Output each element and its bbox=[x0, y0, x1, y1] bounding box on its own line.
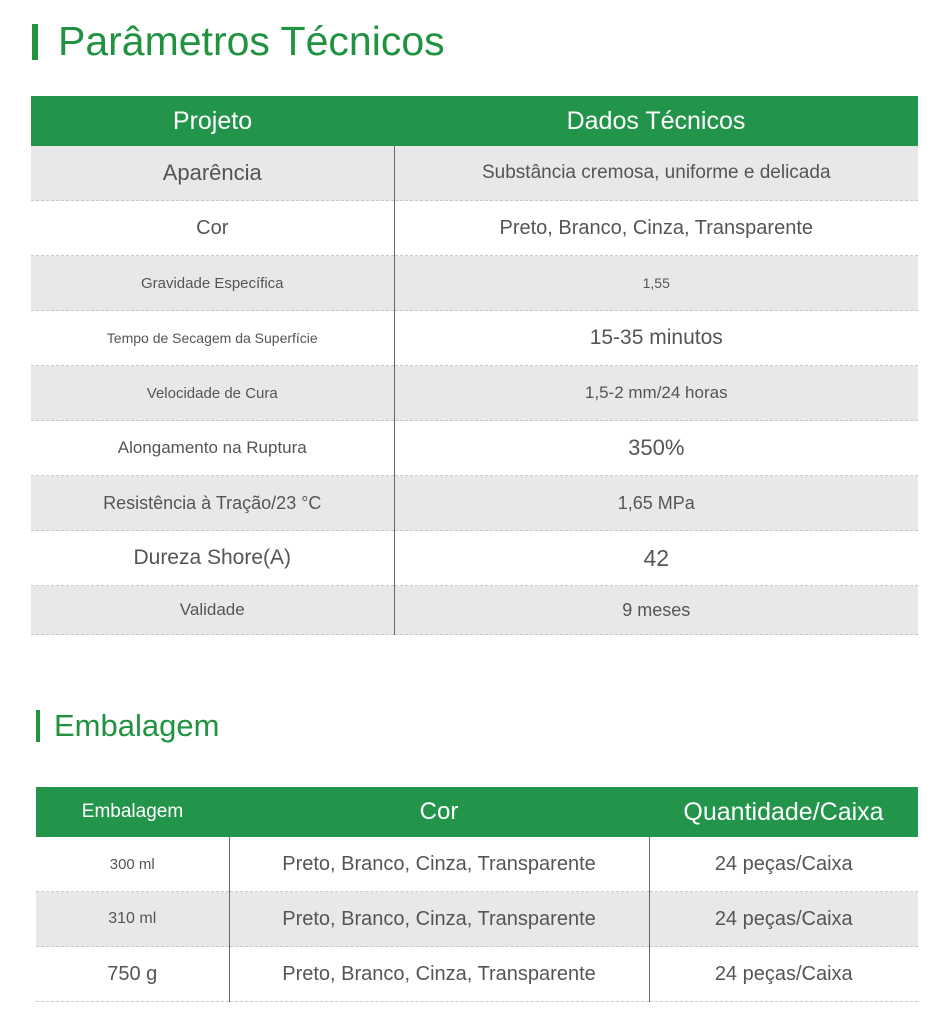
size-cell: 750 g bbox=[36, 947, 229, 1002]
packaging-title-text: Embalagem bbox=[54, 708, 220, 743]
param-cell: Tempo de Secagem da Superfície bbox=[31, 311, 394, 366]
value-cell: 9 meses bbox=[394, 586, 918, 635]
table-row bbox=[36, 892, 918, 947]
technical-parameters-table bbox=[31, 96, 918, 635]
table-row bbox=[31, 586, 918, 635]
table-row bbox=[31, 421, 918, 476]
param-cell: Resistência à Tração/23 °C bbox=[31, 476, 394, 531]
title-accent-bar bbox=[36, 710, 40, 742]
value-cell: 350% bbox=[394, 421, 918, 476]
table-row bbox=[36, 947, 918, 1002]
value-cell: Preto, Branco, Cinza, Transparente bbox=[394, 201, 918, 256]
param-cell: Cor bbox=[31, 201, 394, 256]
table-row bbox=[36, 837, 918, 892]
table-row bbox=[31, 256, 918, 311]
value-cell: Substância cremosa, uniforme e delicada bbox=[394, 146, 918, 201]
qty-cell: 24 peças/Caixa bbox=[649, 837, 918, 892]
value-cell: 1,55 bbox=[394, 256, 918, 311]
header-technical-data: Dados Técnicos bbox=[394, 96, 918, 146]
value-cell: 42 bbox=[394, 531, 918, 586]
table-row bbox=[31, 366, 918, 421]
section-title bbox=[32, 18, 445, 65]
color-cell: Preto, Branco, Cinza, Transparente bbox=[229, 947, 649, 1002]
table-header-row bbox=[36, 787, 918, 837]
section-title-text: Parâmetros Técnicos bbox=[58, 18, 445, 64]
param-cell: Validade bbox=[31, 586, 394, 635]
color-cell: Preto, Branco, Cinza, Transparente bbox=[229, 892, 649, 947]
size-cell: 300 ml bbox=[36, 837, 229, 892]
header-packaging: Embalagem bbox=[36, 787, 229, 837]
table-row bbox=[31, 146, 918, 201]
table-row bbox=[31, 201, 918, 256]
param-cell: Dureza Shore(A) bbox=[31, 531, 394, 586]
value-cell: 1,5-2 mm/24 horas bbox=[394, 366, 918, 421]
param-cell: Aparência bbox=[31, 146, 394, 201]
table-row bbox=[31, 531, 918, 586]
table-row bbox=[31, 311, 918, 366]
value-cell: 1,65 MPa bbox=[394, 476, 918, 531]
header-quantity: Quantidade/Caixa bbox=[649, 787, 918, 837]
value-cell: 15-35 minutos bbox=[394, 311, 918, 366]
header-project: Projeto bbox=[31, 96, 394, 146]
title-accent-bar bbox=[32, 24, 38, 60]
param-cell: Alongamento na Ruptura bbox=[31, 421, 394, 476]
qty-cell: 24 peças/Caixa bbox=[649, 892, 918, 947]
table-header-row bbox=[31, 96, 918, 146]
packaging-title bbox=[36, 708, 219, 744]
color-cell: Preto, Branco, Cinza, Transparente bbox=[229, 837, 649, 892]
size-cell: 310 ml bbox=[36, 892, 229, 947]
packaging-table bbox=[36, 787, 918, 1002]
qty-cell: 24 peças/Caixa bbox=[649, 947, 918, 1002]
table-row bbox=[31, 476, 918, 531]
header-color: Cor bbox=[229, 787, 649, 837]
param-cell: Velocidade de Cura bbox=[31, 366, 394, 421]
param-cell: Gravidade Específica bbox=[31, 256, 394, 311]
